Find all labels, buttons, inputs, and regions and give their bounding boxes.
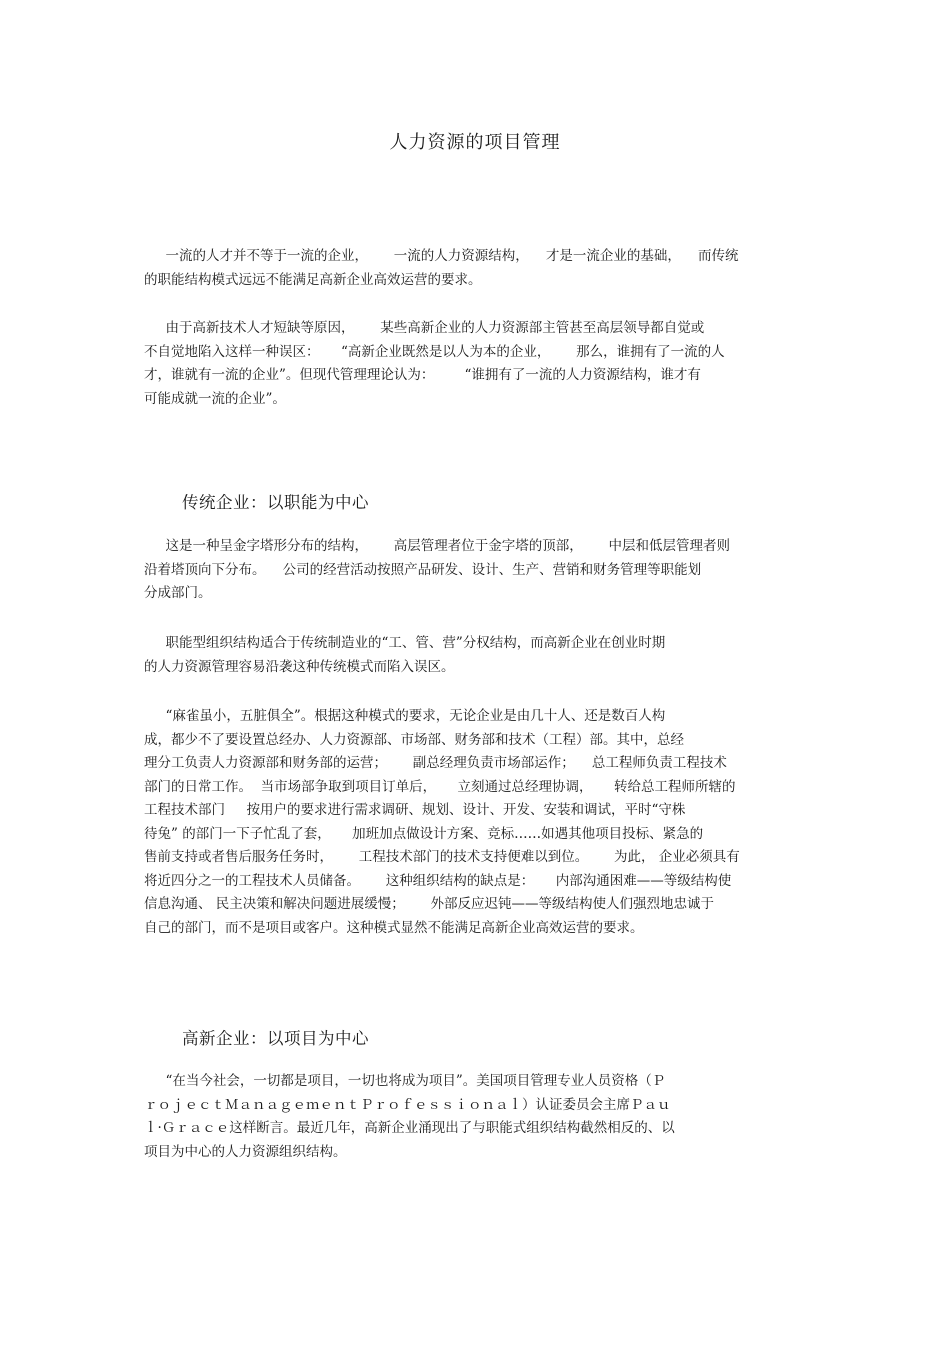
section-heading-hightech: 高新企业：以项目为中心 [182, 1029, 369, 1048]
paragraph-line: 信息沟通、 民主决策和解决问题进展缓慢； 外部反应迟钝——等级结构使人们强烈地忠诚于 [144, 896, 715, 912]
paragraph-intro [144, 245, 804, 292]
paragraph-line: “在当今社会，一切都是项目，一切也将成为项目”。美国项目管理专业人员资格（Ｐ [144, 1073, 666, 1089]
section-heading-traditional: 传统企业：以职能为中心 [182, 493, 369, 512]
paragraph-functional [144, 632, 804, 679]
paragraph-line: 才，谁就有一流的企业”。但现代管理理论认为： “谁拥有了一流的人力资源结构，谁才有 [144, 367, 701, 383]
paragraph-project [144, 1070, 804, 1164]
paragraph-line: 一流的人才并不等于一流的企业， 一流的人力资源结构， 才是一流企业的基础， 而传统 [144, 248, 739, 264]
paragraph-line: ｌ·Ｇｒａｃｅ这样断言。最近几年，高新企业涌现出了与职能式组织结构截然相反的、以 [144, 1120, 675, 1136]
paragraph-line: 理分工负责人力资源部和财务部的运营； 副总经理负责市场部运作； 总工程师负责工程技术 [144, 755, 727, 771]
paragraph-line: 成，都少不了要设置总经办、人力资源部、市场部、财务部和技术（工程）部。其中，总经 [144, 731, 684, 748]
paragraph-pyramid [144, 535, 804, 606]
paragraph-line: 由于高新技术人才短缺等原因， 某些高新企业的人力资源部主管甚至高层领导都自觉或 [144, 320, 705, 336]
paragraph-line: 的职能结构模式远远不能满足高新企业高效运营的要求。 [144, 271, 482, 288]
paragraph-line: 待兔” 的部门一下子忙乱了套， 加班加点做设计方案、竞标……如遇其他项目投标、紧急的 [144, 825, 704, 842]
paragraph-line: 的人力资源管理容易沿袭这种传统模式而陷入误区。 [144, 658, 455, 675]
paragraph-line: 自己的部门，而不是项目或客户。这种模式显然不能满足高新企业高效运营的要求。 [144, 919, 644, 936]
paragraph-line: 将近四分之一的工程技术人员储备。 这种组织结构的缺点是： 内部沟通困难——等级结构使 [144, 872, 732, 889]
paragraph-line: 售前支持或者售后服务任务时， 工程技术部门的技术支持便难以到位。 为此， 企业必须具有 [144, 849, 740, 865]
paragraph-sparrow [144, 705, 804, 940]
paragraph-misconception [144, 317, 804, 411]
document-title: 人力资源的项目管理 [389, 132, 561, 153]
paragraph-line: 这是一种呈金字塔形分布的结构， 高层管理者位于金字塔的顶部， 中层和低层管理者则 [144, 538, 730, 554]
paragraph-line: “麻雀虽小，五脏俱全”。根据这种模式的要求，无论企业是由几十人、还是数百人构 [144, 708, 666, 724]
paragraph-line: 不自觉地陷入这样一种误区： “高新企业既然是以人为本的企业， 那么，谁拥有了一流的人 [144, 343, 725, 360]
paragraph-line: 可能成就一流的企业”。 [144, 390, 286, 407]
paragraph-line: 部门的日常工作。 当市场部争取到项目订单后， 立刻通过总经理协调， 转给总工程师所辖的 [144, 778, 736, 795]
paragraph-line: 分成部门。 [144, 585, 212, 601]
paragraph-line: 职能型组织结构适合于传统制造业的“工、管、营”分权结构，而高新企业在创业时期 [144, 635, 666, 651]
paragraph-line: ｒｏｊｅｃｔＭａｎａｇｅｍｅｎｔＰｒｏｆｅｓｓｉｏｎａｌ）认证委员会主席Ｐａｕ [144, 1096, 671, 1113]
paragraph-line: 工程技术部门 按用户的要求进行需求调研、规划、设计、开发、安装和调试，平时“守株 [144, 802, 686, 818]
paragraph-line: 沿着塔顶向下分布。 公司的经营活动按照产品研发、设计、生产、营销和财务管理等职能划 [144, 561, 702, 578]
paragraph-line: 项目为中心的人力资源组织结构。 [144, 1143, 347, 1160]
